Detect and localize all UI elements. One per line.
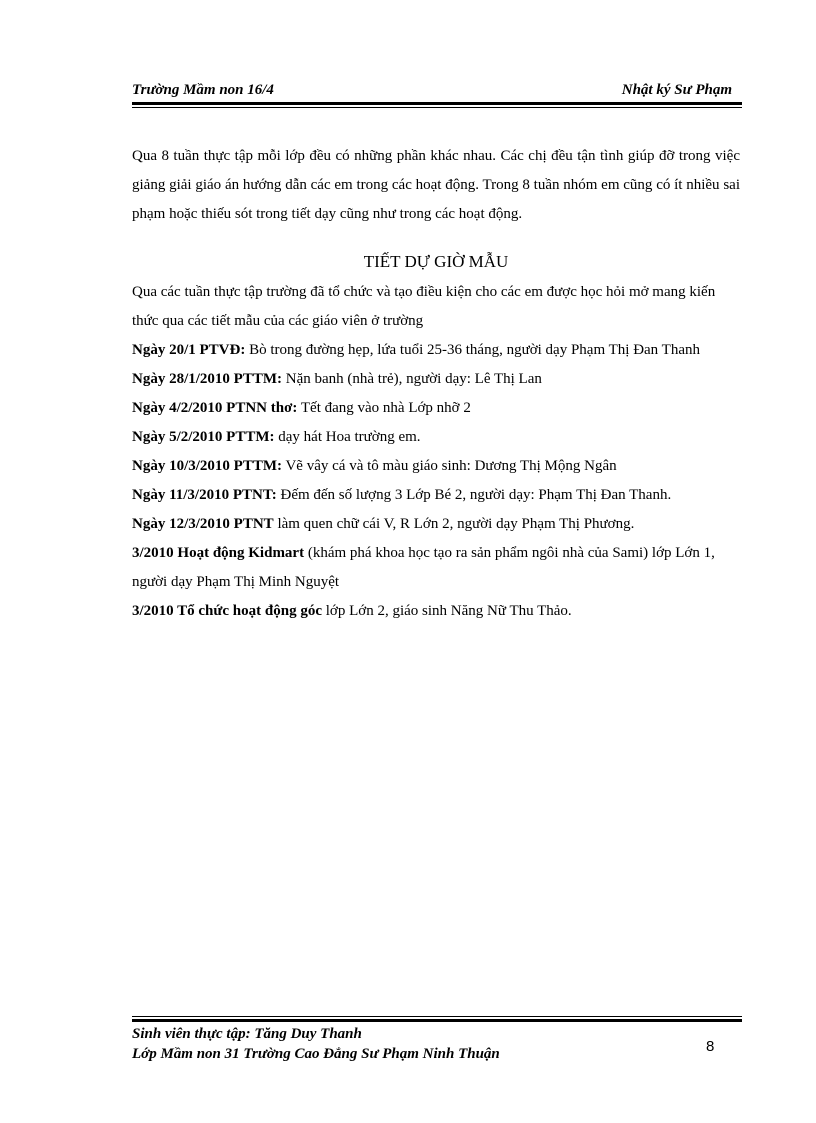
footer-student-name: Sinh viên thực tập: Tăng Duy Thanh xyxy=(132,1026,362,1042)
item-label: 3/2010 Tổ chức hoạt động góc xyxy=(132,603,322,619)
item-text: dạy hát Hoa trường em. xyxy=(274,429,421,445)
header-rule-thick xyxy=(132,102,742,105)
item-label: Ngày 5/2/2010 PTTM: xyxy=(132,429,275,445)
page-number: 8 xyxy=(706,1038,715,1055)
item-text: Đếm đến số lượng 3 Lớp Bé 2, người dạy: Phạm Thị Đan Thanh. xyxy=(276,487,672,503)
list-item xyxy=(132,394,740,423)
item-text: lớp Lớn 2, giáo sinh Năng Nữ Thu Thảo. xyxy=(322,603,572,619)
header-school-name: Trường Mầm non 16/4 xyxy=(132,82,274,98)
list-item xyxy=(132,423,740,452)
list-item xyxy=(132,481,740,510)
item-text: Nặn banh (nhà trẻ), người dạy: Lê Thị Lan xyxy=(282,371,542,387)
page-body xyxy=(132,142,740,626)
item-text: làm quen chữ cái V, R Lớn 2, người dạy Phạm Thị Phương. xyxy=(273,516,635,532)
item-label: Ngày 28/1/2010 PTTM: xyxy=(132,371,282,387)
page-footer xyxy=(132,1024,732,1064)
list-item xyxy=(132,336,740,365)
header-rule-thin xyxy=(132,107,742,108)
item-text: Vẽ vây cá và tô màu giáo sinh: Dương Thị Mộng Ngân xyxy=(282,458,617,474)
item-label: Ngày 12/3/2010 PTNT xyxy=(132,516,274,532)
item-label: Ngày 10/3/2010 PTTM: xyxy=(132,458,282,474)
list-item xyxy=(132,365,740,394)
list-item xyxy=(132,510,740,539)
list-item xyxy=(132,452,740,481)
header-journal-title: Nhật ký Sư Phạm xyxy=(621,82,732,98)
section-lead: Qua các tuần thực tập trường đã tổ chức và tạo điều kiện cho các em được học hỏi mở mang kiến thức qua các tiết mẫu của các giáo viên ở trường xyxy=(132,284,716,329)
item-label: Ngày 20/1 PTVĐ: xyxy=(132,342,246,358)
item-text: (khám phá khoa học tạo ra sản phẩm ngôi nhà của Sami) lớp Lớn 1, người dạy Phạm Thị Minh Nguyệt xyxy=(132,545,715,590)
item-text: Tết đang vào nhà Lớp nhỡ 2 xyxy=(297,400,471,416)
footer-rule-thick xyxy=(132,1019,742,1022)
item-text: Bò trong đường hẹp, lứa tuổi 25-36 tháng, người dạy Phạm Thị Đan Thanh xyxy=(245,342,700,358)
footer-rule-thin xyxy=(132,1016,742,1017)
item-label: 3/2010 Hoạt động Kidmart xyxy=(132,545,305,561)
page-header xyxy=(132,80,732,102)
section-title: TIẾT DỰ GIỜ MẪU xyxy=(363,252,509,271)
item-label: Ngày 4/2/2010 PTNN thơ: xyxy=(132,400,298,416)
footer-class-school: Lớp Mầm non 31 Trường Cao Đẳng Sư Phạm Ninh Thuận xyxy=(132,1046,500,1062)
list-item xyxy=(132,539,740,597)
intro-paragraph: Qua 8 tuần thực tập mỗi lớp đều có những phần khác nhau. Các chị đều tận tình giúp đỡ trong việc giảng giải giáo án hướng dẫn các em trong các hoạt động. Trong 8 tuần nhóm em cũng có ít nhiều sai phạm hoặc thiếu sót trong tiết dạy cũng như trong các hoạt động. xyxy=(132,148,740,222)
list-item xyxy=(132,597,740,626)
item-label: Ngày 11/3/2010 PTNT: xyxy=(132,487,277,503)
